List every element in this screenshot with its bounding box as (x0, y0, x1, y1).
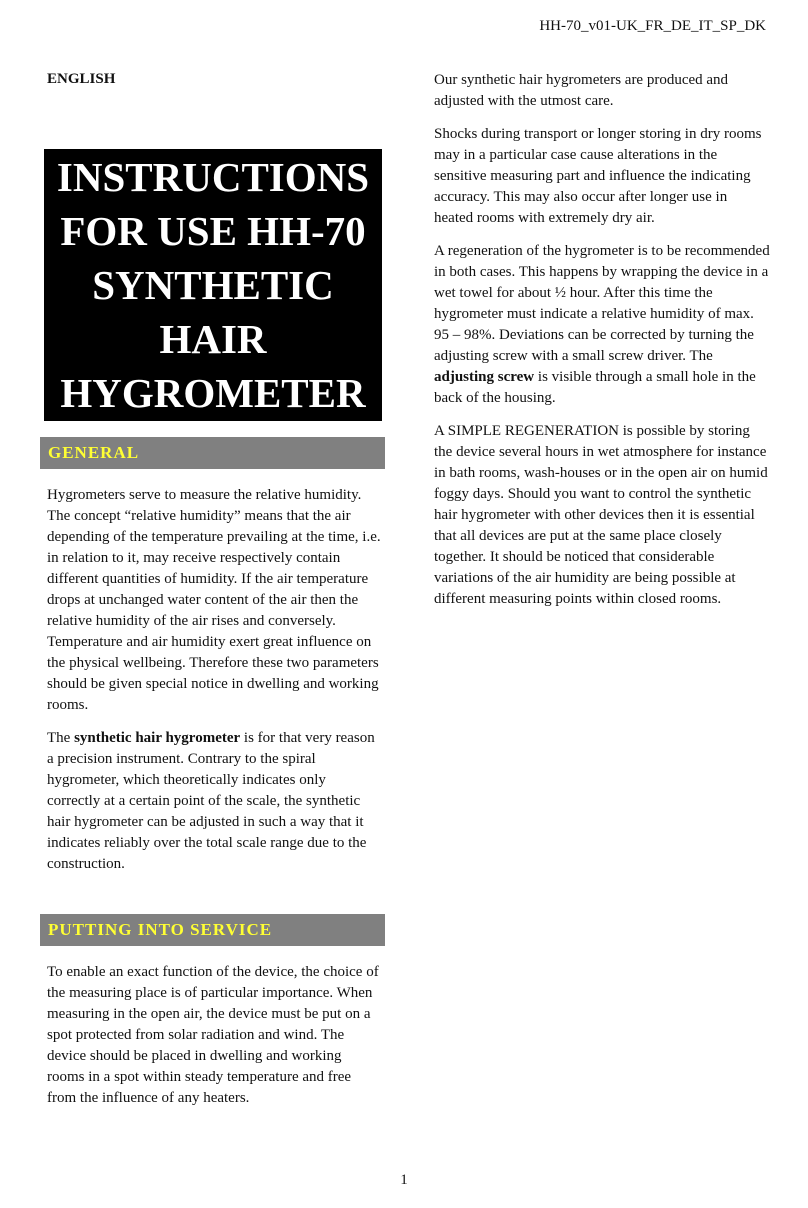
paragraph: Our synthetic hair hygrometers are produced and adjusted with the utmost care. (434, 72, 729, 109)
general-section-body (47, 485, 381, 887)
title-line: SYNTHETIC (92, 262, 334, 308)
section-heading-general: GENERAL (40, 437, 385, 469)
title-line: INSTRUCTIONS (56, 154, 370, 200)
document-id: HH-70_v01-UK_FR_DE_IT_SP_DK (539, 18, 766, 34)
paragraph: Hygrometers serve to measure the relative humidity. The concept “relative humidity” means that the air depending of the temperature prevailing at the time, i.e. in relation to it, may receive respectively contain different quantities of humidity. If the air temperature drops at unchanged water content of the air then the relative humidity of the air rises and conversely. Temperature and air humidity exert great influence on the physical wellbeing. Therefore these two parameters should be given special notice in dwelling and working rooms. (47, 487, 381, 713)
title-line: HYGROMETER (60, 370, 366, 416)
page-number: 1 (400, 1172, 408, 1188)
title-line: FOR USE HH-70 (60, 208, 366, 254)
bold-term: adjusting screw (434, 369, 535, 385)
bold-term: synthetic hair hygrometer (74, 730, 241, 746)
paragraph: To enable an exact function of the device, the choice of the measuring place is of particular importance. When measuring in the open air, the device must be put on a spot protected from solar radiation and wind. The device should be placed in dwelling and working rooms in a spot within steady temperature and free from the influence of any heaters. (47, 964, 379, 1106)
paragraph (434, 241, 770, 409)
text-run: is visible through a small hole in the back of the housing. (434, 369, 756, 406)
text-run: The (47, 730, 75, 746)
language-label: ENGLISH (47, 71, 116, 87)
title-box (44, 149, 382, 421)
text-run: A regeneration of the hygrometer is to be recommended in both cases. This happens by wrapping the device in a wet towel for about ½ hour. After this time the hygrometer must indicate a relative humidity of max. 95 – 98%. Deviations can be corrected by turning the adjusting screw with a small screw driver. The (434, 243, 770, 364)
service-section-body (47, 962, 381, 1121)
paragraph (47, 728, 381, 875)
text-run: is for that very reason a precision instrument. Contrary to the spiral hygrometer, which theoretically indicates only correctly at a certain point of the scale, the synthetic hair hygrometer can be adjusted in such a way that it indicates reliably over the total scale range due to the construction. (47, 730, 375, 872)
section-heading-putting-into-service: PUTTING INTO SERVICE (40, 914, 385, 946)
paragraph: Shocks during transport or longer storing in dry rooms may in a particular case cause alterations in the sensitive measuring part and influence the indicating accuracy. This may also occur after longer use in heated rooms with extremely dry air. (434, 126, 762, 226)
right-column (434, 70, 770, 622)
title-line: HAIR (159, 316, 267, 362)
paragraph: A SIMPLE REGENERATION is possible by storing the device several hours in wet atmosphere for instance in bath rooms, wash-houses or in the open air on humid foggy days. Should you want to control the synthetic hair hygrometer with other devices then it is essential that all devices are put at the same place closely together. It should be noticed that considerable variations of the air humidity are being possible at different measuring points within closed rooms. (434, 423, 768, 607)
